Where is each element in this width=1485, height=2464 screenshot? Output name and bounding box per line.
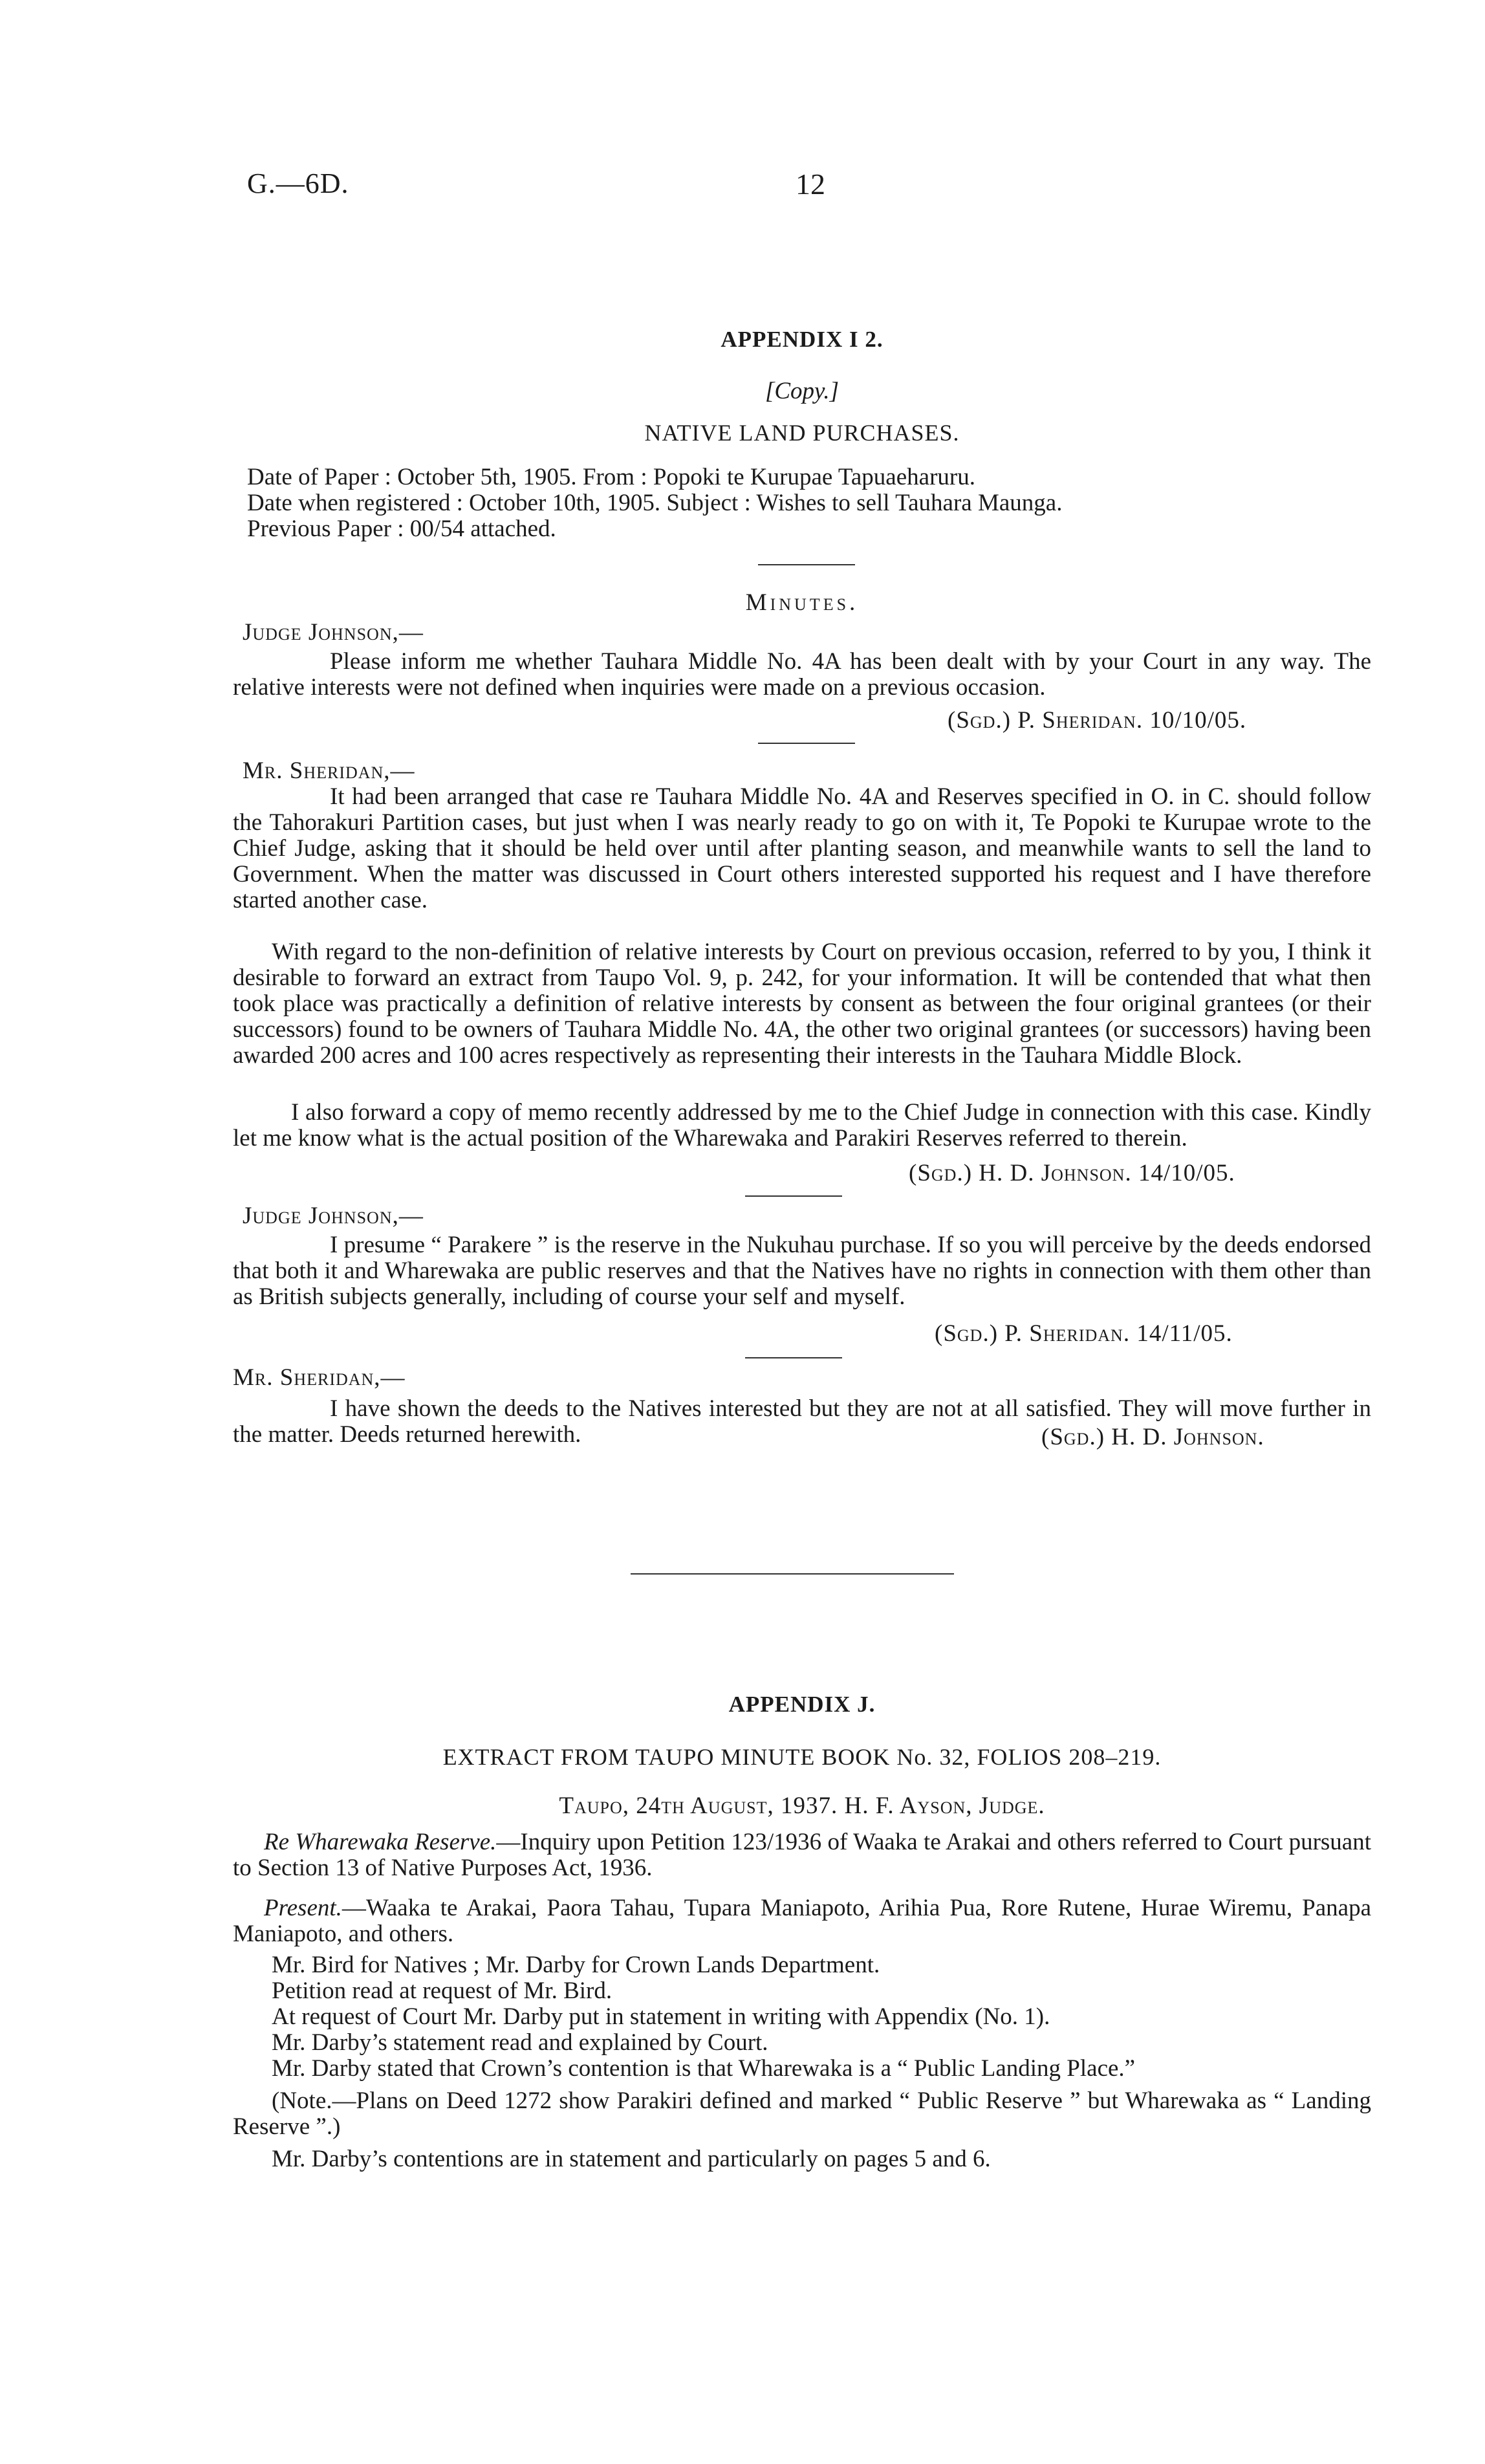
- divider-rule: [758, 564, 855, 565]
- memo-3-addressee: Judge Johnson,—: [243, 1203, 424, 1229]
- memo-1-signature: (Sgd.) P. Sheridan. 10/10/05.: [948, 707, 1247, 734]
- memo-1-addressee: Judge Johnson,—: [243, 619, 424, 646]
- memo-4-addressee: Mr. Sheridan,—: [233, 1364, 406, 1391]
- reference-suffix: D.: [320, 168, 349, 199]
- proceedings-line-5: Mr. Darby stated that Crown’s contention is that Wharewaka is a “ Public Landing Place.”: [272, 2055, 1136, 2082]
- memo-2-addressee: Mr. Sheridan,—: [243, 758, 415, 784]
- minutes-heading: Minutes.: [745, 589, 859, 616]
- proceedings-line-4: Mr. Darby’s statement read and explained by Court.: [272, 2029, 768, 2056]
- memo-2-paragraph-1: [233, 784, 1371, 913]
- copy-label: [Copy.]: [764, 378, 840, 404]
- divider-rule: [745, 1195, 842, 1197]
- meta-line-2: Date when registered : October 10th, 1905. Subject : Wishes to sell Tauhara Maunga.: [247, 490, 1063, 516]
- appendix-j-subtitle: EXTRACT FROM TAUPO MINUTE BOOK No. 32, FOLIOS 208–219.: [442, 1744, 1162, 1770]
- appendix-i2-title: APPENDIX I 2.: [721, 327, 883, 352]
- appendix-j-dateline: Taupo, 24th August, 1937. H. F. Ayson, Judge.: [559, 1793, 1045, 1819]
- re-wharewaka-text: —Inquiry upon Petition 123/1936 of Waaka te Arakai and others referred to Court pursuant to Section 13 of Native Purposes Act, 1936.: [233, 1829, 1372, 1881]
- memo-4-signature: (Sgd.) H. D. Johnson.: [1041, 1424, 1264, 1450]
- re-wharewaka-label: Re Wharewaka Reserve.: [264, 1829, 497, 1855]
- memo-2-paragraph-3: [233, 1100, 1371, 1151]
- section-divider-rule: [631, 1573, 954, 1575]
- memo-3-signature: (Sgd.) P. Sheridan. 14/11/05.: [935, 1320, 1233, 1347]
- memo-3-paragraph-1-text: I presume “ Parakere ” is the reserve in the Nukuhau purchase. If so you will perceive by the deeds endorsed that both it and Wharewaka are public reserves and that the Natives have no rights in connection with them other than as British subjects generally, including of course your self and myself.: [233, 1232, 1371, 1310]
- proceedings-line-1: Mr. Bird for Natives ; Mr. Darby for Crown Lands Department.: [272, 1952, 880, 1978]
- re-wharewaka-paragraph: [233, 1829, 1371, 1881]
- present-paragraph: [233, 1895, 1371, 1947]
- note-paragraph: [233, 2088, 1371, 2140]
- proceedings-line-2: Petition read at request of Mr. Bird.: [272, 1978, 612, 2004]
- memo-2-signature: (Sgd.) H. D. Johnson. 14/10/05.: [909, 1160, 1235, 1186]
- note-text: (Note.—Plans on Deed 1272 show Parakiri defined and marked “ Public Reserve ” but Wharewaka as “ Landing Reserve ”.): [233, 2088, 1371, 2140]
- present-label: Present.: [264, 1895, 342, 1921]
- memo-2-paragraph-2: [233, 939, 1371, 1069]
- divider-rule: [758, 743, 855, 744]
- proceedings-line-3: At request of Court Mr. Darby put in statement in writing with Appendix (No. 1).: [272, 2003, 1050, 2030]
- memo-3-paragraph-1: [233, 1232, 1371, 1310]
- memo-1-paragraph-1-text: Please inform me whether Tauhara Middle No. 4A has been dealt with by your Court in any way. The relative interests were not defined when inquiries were made on a previous occasion.: [233, 648, 1371, 701]
- page-number: 12: [796, 168, 825, 201]
- document-reference: [247, 167, 349, 200]
- meta-line-3: Previous Paper : 00/54 attached.: [247, 516, 556, 542]
- divider-rule: [745, 1357, 842, 1358]
- appendix-i2-subtitle: NATIVE LAND PURCHASES.: [644, 420, 960, 446]
- meta-line-1: Date of Paper : October 5th, 1905. From : Popoki te Kurupae Tapuaeharuru.: [247, 464, 975, 490]
- appendix-j-title: APPENDIX J.: [728, 1692, 876, 1717]
- present-text: —Waaka te Arakai, Paora Tahau, Tupara Maniapoto, Arihia Pua, Rore Rutene, Hurae Wiremu, Panapa Maniapoto, and others.: [233, 1895, 1371, 1947]
- memo-2-paragraph-3-text: I also forward a copy of memo recently addressed by me to the Chief Judge in connection with this case. Kindly let me know what is the actual position of the Wharewaka and Parakiri Reserves referred to therein.: [233, 1099, 1371, 1151]
- memo-2-paragraph-1-text: It had been arranged that case re Tauhara Middle No. 4A and Reserves specified in O. in C. should follow the Tahorakuri Partition cases, but just when I was nearly ready to go on with it, Te Popoki te Kurupae wrote to the Chief Judge, asking that it should be held over until after planting season, and meanwhile wants to sell the land to Government. When the matter was discussed in Court others interested supported his request and I have therefore started another case.: [233, 783, 1371, 913]
- memo-1-paragraph-1: [233, 649, 1371, 701]
- memo-2-paragraph-2-text: With regard to the non-definition of relative interests by Court on previous occasion, referred to by you, I think it desirable to forward an extract from Taupo Vol. 9, p. 242, for your information. It will be contended that what then took place was practically a definition of relative interests by consent as between the four original grantees (or their successors) found to be owners of Tauhara Middle No. 4A, the other two original grantees (or successors) having been awarded 200 acres and 100 acres respectively as representing their interests in the Tauhara Middle Block.: [233, 939, 1371, 1069]
- proceedings-last-line: Mr. Darby’s contentions are in statement and particularly on pages 5 and 6.: [272, 2146, 991, 2172]
- memo-4-paragraph-1-text: I have shown the deeds to the Natives interested but they are not at all satisfied. They will move further in the matter. Deeds returned herewith.: [233, 1395, 1371, 1448]
- reference-prefix: G.—6: [247, 168, 320, 199]
